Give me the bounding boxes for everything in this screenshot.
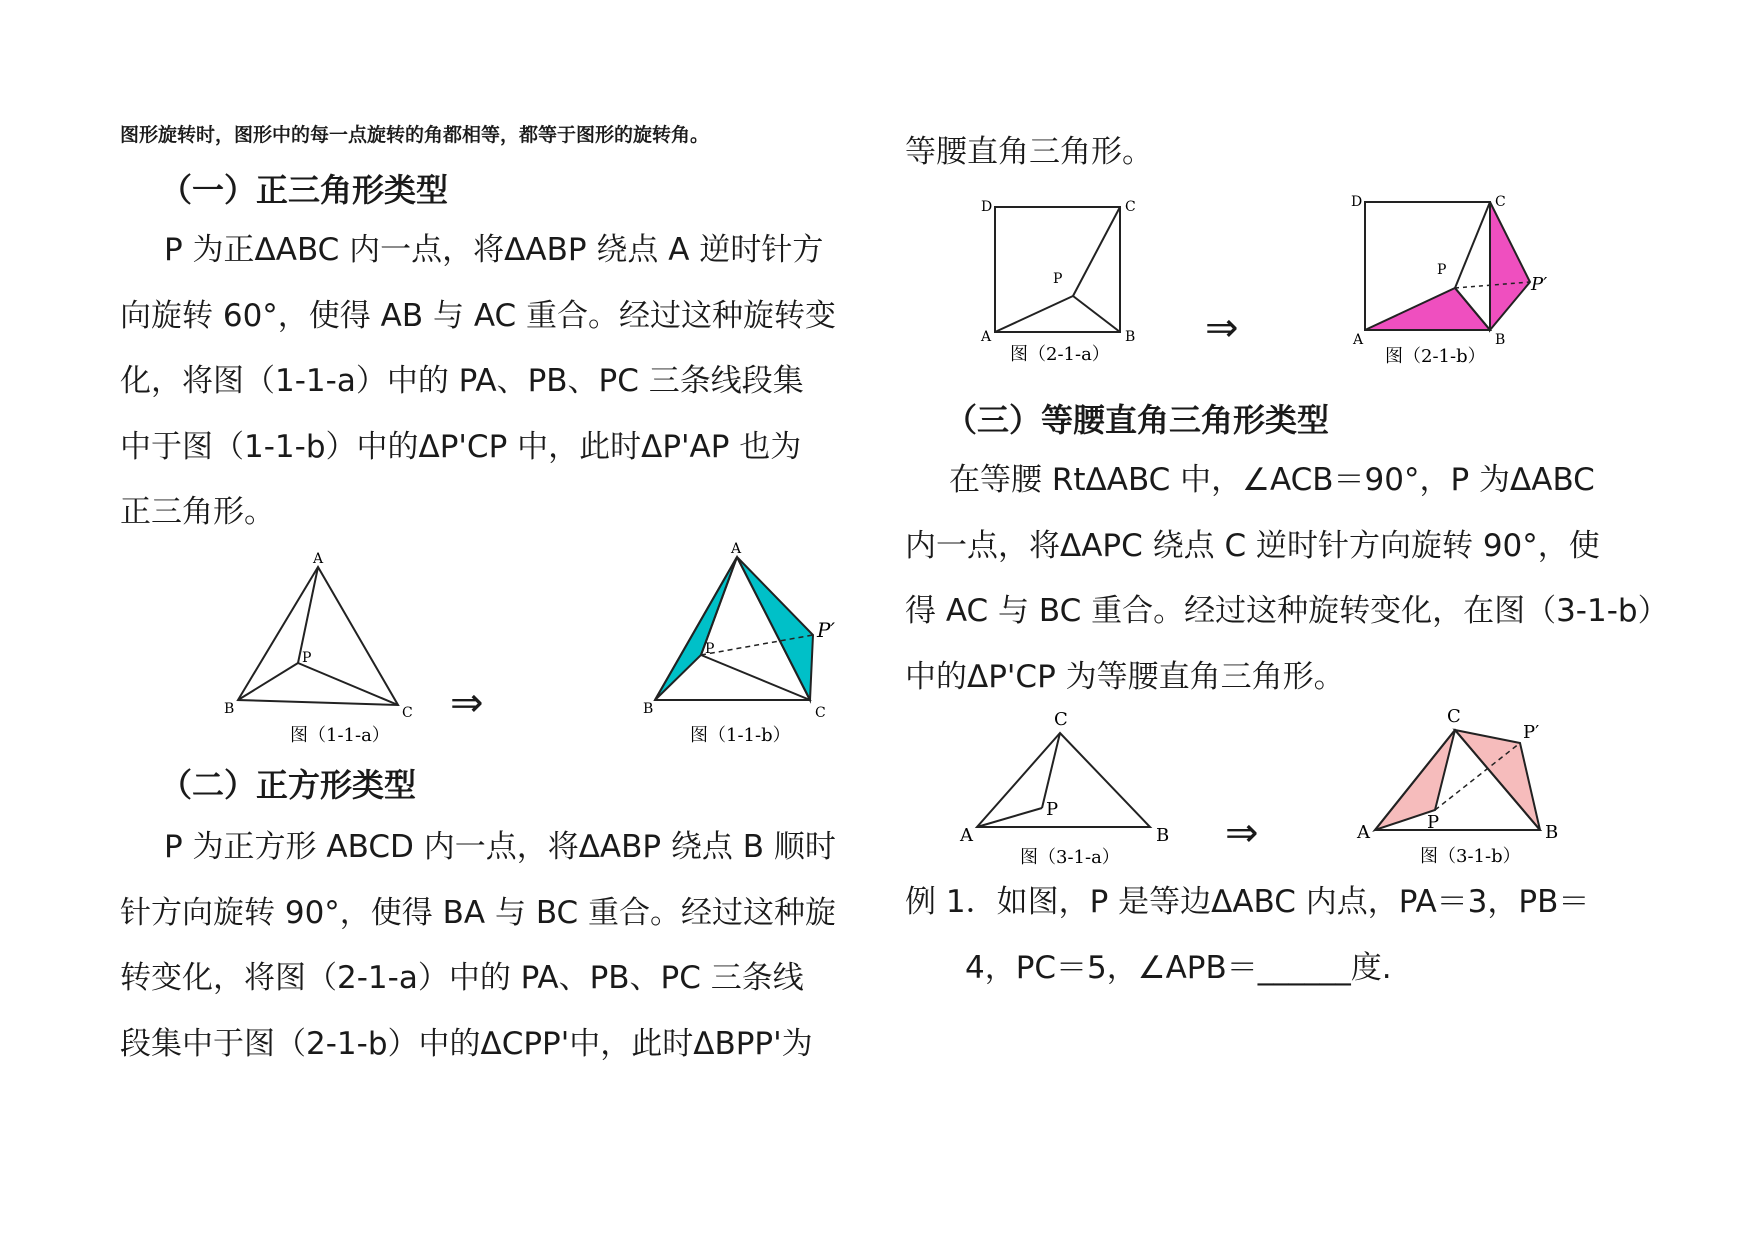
caption-1-1-a: 图（1-1-a）: [290, 725, 390, 746]
example1-line: 例 1．如图，P 是等边ΔABC 内点，PA＝3，PB＝: [905, 884, 1590, 920]
section3-line: 内一点，将ΔAPC 绕点 C 逆时针方向旋转 90°，使: [905, 527, 1600, 564]
label-d: D: [981, 199, 993, 215]
segment-pc: [1455, 202, 1490, 288]
section3-line: 在等腰 RtΔABC 中，∠ACB＝90°，P 为ΔABC: [949, 462, 1595, 498]
label-c: C: [815, 705, 826, 721]
label-p-prime: P′: [1531, 274, 1548, 295]
figure-2-1-b: [1345, 190, 1548, 370]
label-c: C: [1125, 199, 1136, 215]
label-p-prime: P′: [817, 618, 835, 642]
caption-3-1-a: 图（3-1-a）: [1020, 847, 1120, 868]
label-c: C: [1054, 709, 1068, 730]
triangle-abc: [977, 733, 1150, 827]
section3-line: 得 AC 与 BC 重合。经过这种旋转变化，在图（3-1-b）: [905, 593, 1669, 629]
segment-pb: [238, 663, 298, 700]
example1-line: 4，PC＝5，∠APB＝______度.: [965, 949, 1392, 986]
figure-1-1-b: [585, 535, 835, 750]
label-b: B: [1545, 822, 1559, 843]
segment-pa: [977, 808, 1042, 827]
label-c: C: [1495, 194, 1506, 210]
caption-1-1-b: 图（1-1-b）: [690, 725, 791, 746]
label-d: D: [1351, 194, 1363, 210]
label-a: A: [1357, 822, 1370, 843]
section1-line: P 为正ΔABC 内一点，将ΔABP 绕点 A 逆时针方: [164, 232, 824, 268]
section3-paragraph: [905, 448, 1669, 710]
label-p: P: [302, 650, 312, 666]
arrow-icon: ⇒: [1225, 810, 1259, 856]
segment-pa: [298, 567, 318, 663]
section2-line: 等腰直角三角形。: [905, 134, 1153, 170]
section2-paragraph-continued: [905, 120, 1153, 186]
label-b: B: [1156, 825, 1170, 846]
label-a: A: [731, 541, 742, 557]
label-p: P: [1437, 262, 1447, 278]
label-b: B: [1125, 329, 1136, 345]
label-a: A: [960, 825, 973, 846]
figure-3-1-a: [950, 705, 1180, 870]
example1-paragraph: [905, 870, 1589, 1001]
section1-heading: （一）正三角形类型: [160, 171, 449, 209]
section3-line: 中的ΔP'CP 为等腰直角三角形。: [905, 658, 1345, 695]
section1-line: 正三角形。: [120, 494, 275, 530]
label-c: C: [1447, 706, 1461, 727]
label-p: P: [1427, 812, 1440, 833]
label-p: P: [1053, 271, 1063, 287]
caption-3-1-b: 图（3-1-b）: [1420, 846, 1521, 867]
section2-line: 段集中于图（2-1-b）中的ΔCPP'中，此时ΔBPP'为: [120, 1025, 813, 1062]
figure-1-1-a: [170, 545, 430, 750]
label-c: C: [402, 705, 413, 721]
label-b: B: [643, 701, 654, 717]
figure-3-1-b: [1345, 700, 1585, 870]
section3-heading: （三）等腰直角三角形类型: [945, 401, 1330, 439]
section1-line: 向旋转 60°，使得 AB 与 AC 重合。经过这种旋转变: [120, 297, 836, 334]
segment-pa: [995, 296, 1073, 332]
caption-2-1-b: 图（2-1-b）: [1385, 346, 1486, 367]
square-abcd: [995, 207, 1120, 332]
label-p: P: [705, 641, 715, 657]
label-b: B: [1495, 332, 1506, 348]
segment-pb: [1073, 296, 1120, 332]
section2-paragraph: [120, 815, 836, 1077]
label-p: P: [1046, 799, 1059, 820]
section1-line: 化，将图（1-1-a）中的 PA、PB、PC 三条线段集: [120, 363, 804, 399]
label-a: A: [313, 551, 324, 567]
segment-pc: [298, 663, 398, 705]
caption-2-1-a: 图（2-1-a）: [1010, 344, 1110, 365]
intro-text: 图形旋转时，图形中的每一点旋转的角都相等，都等于图形的旋转角。: [120, 124, 710, 146]
section2-line: 转变化，将图（2-1-a）中的 PA、PB、PC 三条线: [120, 960, 804, 996]
label-p-prime: P′: [1523, 722, 1540, 743]
label-a: A: [1353, 332, 1364, 348]
shaded-triangle-cp-prime-b: [1490, 202, 1530, 330]
section2-line: 针方向旋转 90°，使得 BA 与 BC 重合。经过这种旋: [120, 894, 837, 931]
segment-pc: [1073, 207, 1120, 296]
section2-heading: （二）正方形类型: [160, 766, 417, 804]
section1-paragraph: [120, 218, 836, 546]
section2-line: P 为正方形 ABCD 内一点，将ΔABP 绕点 B 顺时: [164, 829, 836, 865]
section1-line: 中于图（1-1-b）中的ΔP'CP 中，此时ΔP'AP 也为: [120, 428, 802, 465]
arrow-icon: ⇒: [1205, 305, 1239, 351]
arrow-icon: ⇒: [450, 680, 484, 726]
figure-2-1-a: [975, 195, 1145, 370]
label-b: B: [224, 701, 235, 717]
label-a: A: [981, 329, 992, 345]
